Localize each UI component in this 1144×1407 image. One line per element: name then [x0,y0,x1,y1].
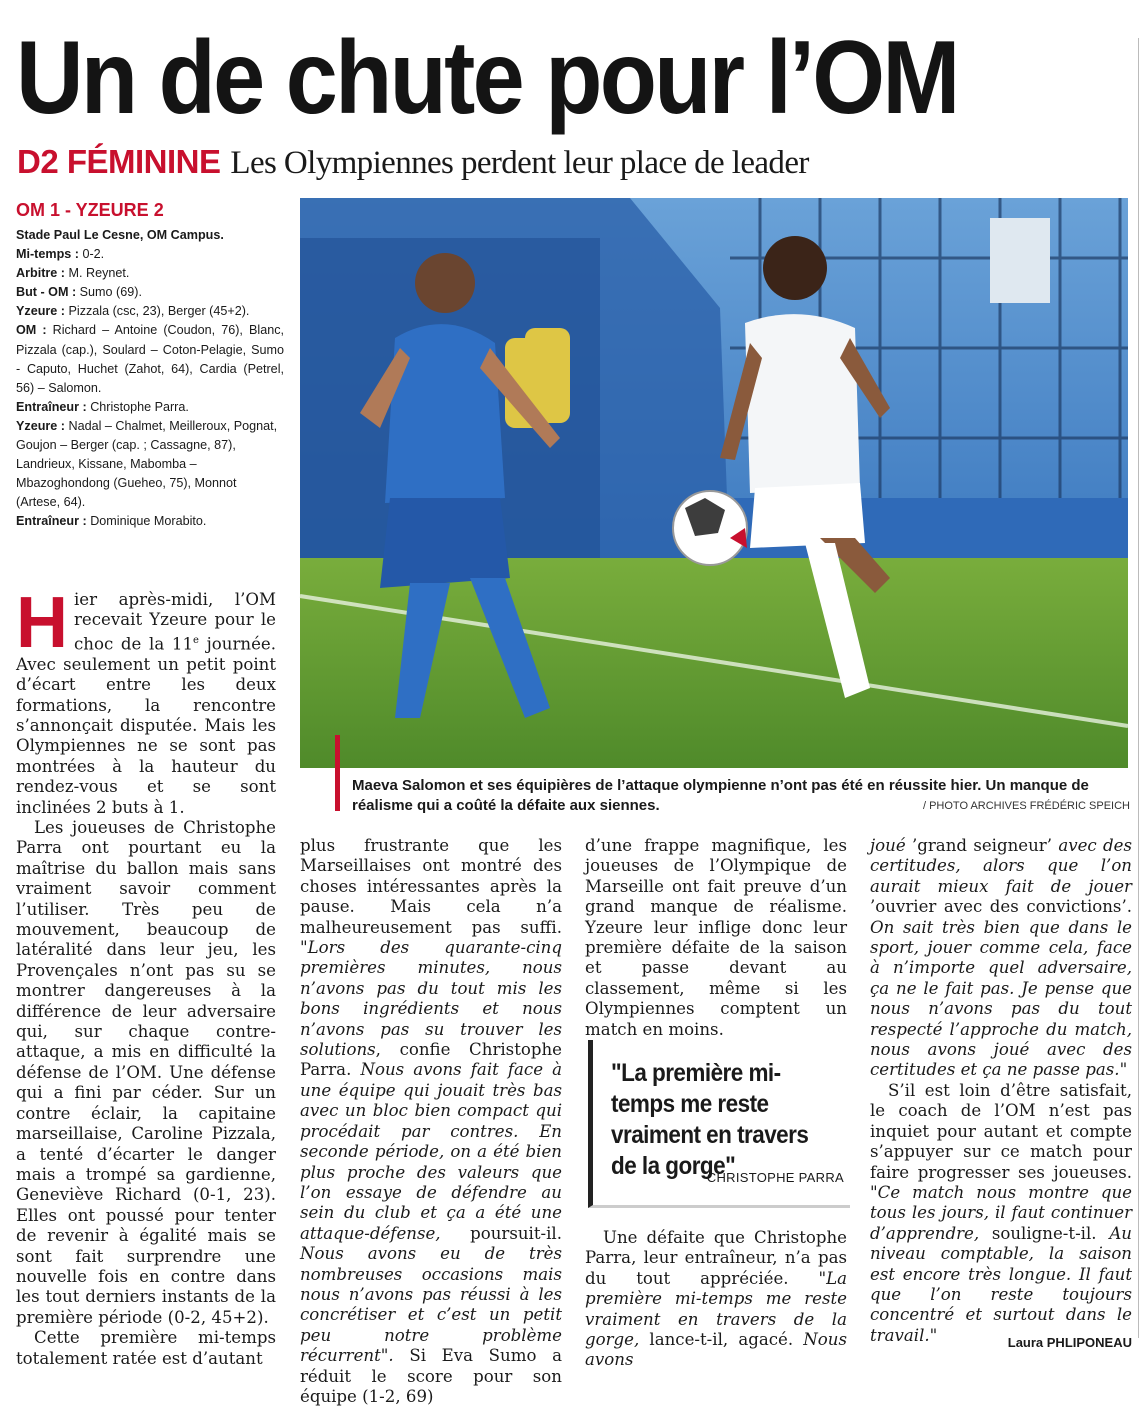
article-paragraph-4: Une défaite que Christophe Parra, leur entraîneur, n’a pas du tout appréciée. "La première mi-temps me reste vraiment en travers de la gorge, lance-t-il, agacé. Nous avons [585,1228,847,1370]
fact-stadium: Stade Paul Le Cesne, OM Campus. [16,228,224,242]
match-score-title: OM 1 - YZEURE 2 [16,200,164,220]
fact-om-lineup: OM : Richard – Antoine (Coudon, 76), Blanc, Pizzala (cap.), Soulard – Coton-Pelagie, Sumo - Caputo, Huchet (Zahot, 64), Cardia (Petrel, 56) – Salomon. [16,323,284,395]
article-paragraph-5: S’il est loin d’être satisfait, le coach de l’OM n’est pas inquiet pour autant et compte s’appuyer sur ce match pour faire progresser ses joueuses. "Ce match nous montre que tous les jours, il faut continuer d’apprendre, souligne-t-il. Au niveau comptable, la saison est encore très longue. Il faut que l’on reste toujours concentré et surtout dans le travail." [870,1080,1132,1345]
fact-om-coach: Entraîneur : Christophe Parra. [16,399,189,414]
fact-halftime: Mi-temps : 0-2. [16,247,105,262]
article-column-4 [870,836,1132,1346]
section-kicker: D2 FÉMININE [17,143,221,180]
match-factbox [16,198,284,532]
article-paragraph-4-cont: joué ’grand seigneur’ avec des certitudes, alors que l’on aurait mieux fait de jouer ’ouvrier avec des convictions’. On sait très bien que dans le sport, jouer comme cela, face à n’importe quel adversaire, ça ne le fait pas. Je pense que nous n’avons pas du tout respecté l’approche du match, nous avons joué avec des certitudes et ça ne passe pas." [870,836,1132,1080]
fact-yzeure-lineup: Yzeure : Nadal – Chalmet, Meilleroux, Pognat, Goujon – Berger (cap. ; Cassagne, 87), Landrieux, Kissane, Mabomba – Mbazoghondong (Gueheo, 75), Monnot (Artese, 64). [16,418,278,510]
pull-quote [588,1040,850,1208]
caption-accent-bar [335,735,340,811]
fact-goals-om: But - OM : Sumo (69). [16,285,142,300]
article-paragraph-3-cont: plus frustrante que les Marseillaises ont montré des choses intéressantes après la pause. Mais cela n’a malheureusement pas suffi. "Lors des quarante-cinq premières minutes, nous n’avons pas du tout mis les bons ingrédients et nous n’avons pas su trouver les solutions, confie Christophe Parra. Nous avons fait face à une équipe qui jouait très bas avec un bloc bien compact qui procédait par contres. En seconde période, on a été bien plus proche des valeurs que l’on essaye de défendre au sein du club et ça a été une attaque-défense, poursuit-il. Nous avons eu de très nombreuses occasions mais nous n’avons pas réussi à les concrétiser et c’est un petit peu notre problème récurrent". Si Eva Sumo a réduit le score pour son équipe (1-2, 69) [300,836,562,1406]
fact-yzeure-coach: Entraîneur : Dominique Morabito. [16,514,207,529]
article-paragraph-3-end: d’une frappe magnifique, les joueuses de l’Olympique de Marseille ont fait preuve d’un grand manque de réalisme. Yzeure leur inflige donc leur première défaite de la saison et passe devant au classement, même si les Olympiennes comptent un match en moins. [585,836,847,1039]
article-column-3 [585,836,847,1040]
pull-quote-text: "La première mi-temps me reste vraiment en travers de la gorge" [611,1059,809,1180]
article-paragraph-3-start: Cette première mi-temps totalement ratée est d’autant [16,1328,276,1368]
deck: Les Olympiennes perdent leur place de leader [230,145,809,181]
fact-goals-yzeure: Yzeure : Pizzala (csc, 23), Berger (45+2). [16,304,250,319]
subhead [17,142,809,182]
fact-referee: Arbitre : M. Reynet. [16,266,130,281]
byline: Laura PHLIPONEAU [1007,1335,1132,1350]
photo-caption: Maeva Salomon et ses équipières de l’attaque olympienne n’ont pas été en réussite hier. Un manque de réalisme qui a coûté la défaite aux siennes. [352,777,1089,814]
article-column-3-lower [585,1228,847,1371]
match-facts [16,226,284,532]
article-paragraph-1: Hier après-midi, l’OM recevait Yzeure pour le choc de la 11e journée. Avec seulement un petit point d’écart entre les deux formations, la rencontre s’annonçait disputée. Mais les Olympiennes ne se sont pas montrées à la hauteur du rendez-vous et se sont inclinées 2 buts à 1. [16,583,276,817]
headline: Un de chute pour l’OM [16,20,958,136]
drop-cap: H [16,583,68,663]
match-photo [300,198,1128,768]
article-column-2 [300,836,562,1407]
column-rule [1138,38,1139,1338]
article-column-1 [16,583,276,1369]
article-paragraph-2: Les joueuses de Christophe Parra ont pourtant eu la maîtrise du ballon mais sans vraiment savoir comment l’utiliser. Très peu de mouvement, beaucoup de latéralité dans leur jeu, les Provençales n’ont pas su se montrer dangereuses à la différence de leur adversaire qui, sur chaque contre-attaque, a mis en difficulté la défense de l’OM. Une défense qui a fini par céder. Sur un contre éclair, la capitaine marseillaise, Caroline Pizzala, a tenté d’écarter le danger mais a trompé sa gardienne, Geneviève Richard (0-1, 23). Elles ont poussé pour tenter de revenir à égalité mais se sont fait surprendre une nouvelle fois en contre dans les tout derniers instants de la première période (0-2, 45+2). [16,818,276,1327]
photo-credit: / PHOTO ARCHIVES FRÉDÉRIC SPEICH [922,800,1130,812]
pull-quote-author: CHRISTOPHE PARRA [706,1170,844,1185]
